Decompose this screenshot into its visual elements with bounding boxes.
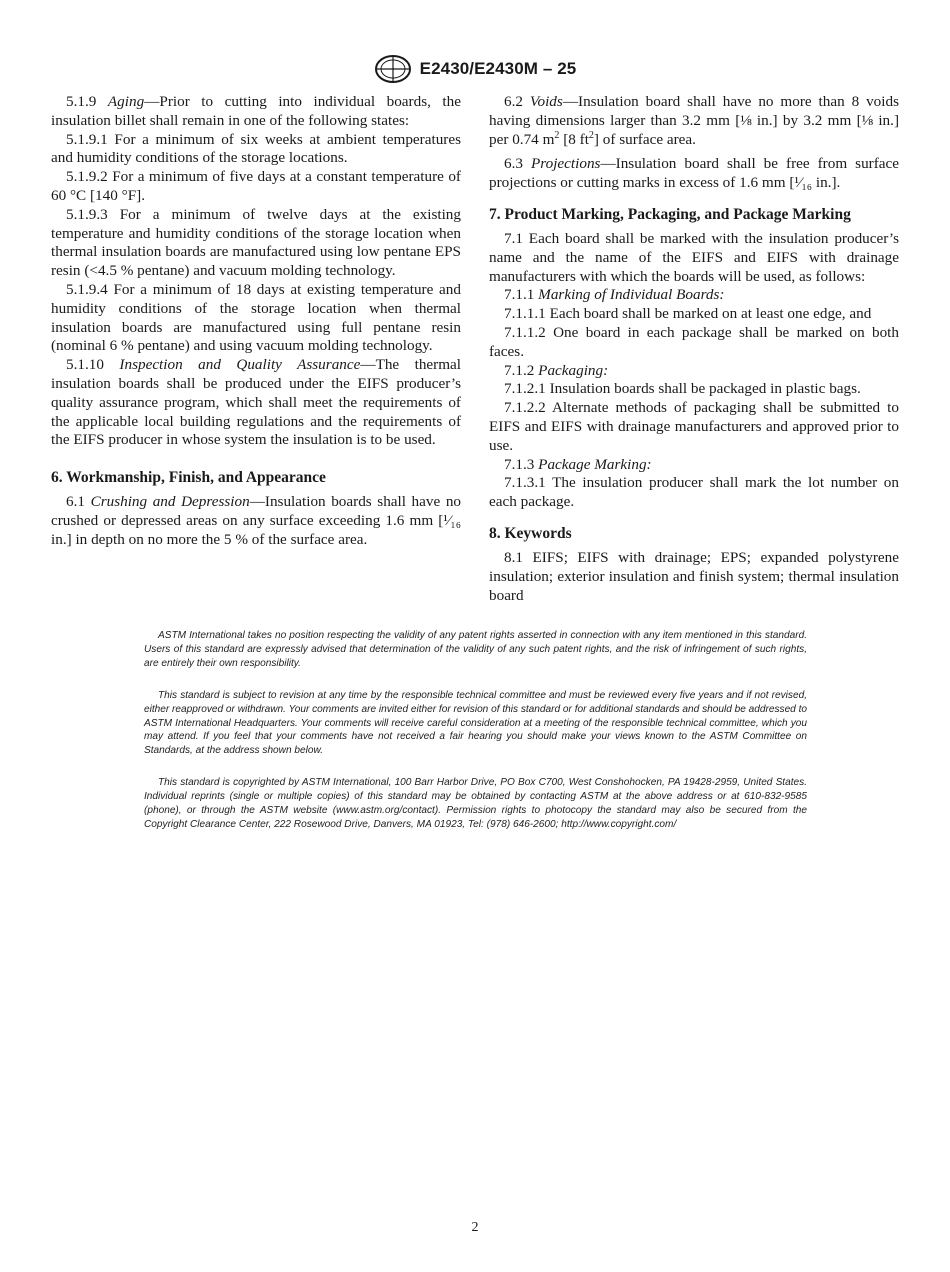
page-header xyxy=(0,54,950,84)
paragraph-7-1-1: 7.1.1 Marking of Individual Boards: xyxy=(504,286,725,304)
paragraph-8-1: 8.1 EIFS; EIFS with drainage; EPS; expanded polystyrene insulation; exterior insulation and finish system; thermal insulation board xyxy=(489,548,899,604)
section-heading-8: 8. Keywords xyxy=(489,524,572,542)
paragraph-7-1-2: 7.1.2 Packaging: xyxy=(504,361,609,379)
paragraph-7-1-1-2: 7.1.1.2 One board in each package shall be marked on both faces. xyxy=(489,323,899,360)
astm-logo-icon xyxy=(374,54,412,84)
left-column xyxy=(51,93,461,550)
paragraph-7-1-2-2: 7.1.2.2 Alternate methods of packaging shall be submitted to EIFS and EIFS with drainage manufacturers and approved prior to use. xyxy=(489,399,899,454)
paragraph-5-1-9: 5.1.9 Aging—Prior to cutting into individual boards, the insulation billet shall remain in one of the following states: xyxy=(51,93,461,129)
paragraph-6-2: 6.2 Voids—Insulation board shall have no more than 8 voids having dimensions larger than 3.2 mm [⅛ in.] by 3.2 mm [⅛ in.] per 0.74 $m^2$ [8 $ft^2$] of surface area. xyxy=(489,93,900,148)
paragraph-5-1-9-2: 5.1.9.2 For a minimum of five days at a constant temperature of 60 °C [140 °F]. xyxy=(51,168,461,204)
legal-notices xyxy=(144,629,807,850)
right-column xyxy=(489,93,899,605)
paragraph-6-1: 6.1 Crushing and Depression—Insulation boards shall have no crushed or depressed areas on any surface exceeding 1.6 mm [¹⁄₁₆ in.] in depth on no more the 5 % of the surface area. xyxy=(51,493,462,548)
standard-designation: E2430/E2430M – 25 xyxy=(419,59,577,78)
paragraph-6-3: 6.3 Projections—Insulation board shall be free from surface projections or cutting marks in excess of 1.6 mm [¹⁄₁₆ in.]. xyxy=(489,155,899,192)
paragraph-5-1-9-3: 5.1.9.3 For a minimum of twelve days at the existing temperature and humidity conditions of the storage location when thermal insulation boards are manufactured using low pentane EPS resin (<4.5 % pentane) and vacuum molding technology. xyxy=(51,205,461,280)
paragraph-7-1-1-1: 7.1.1.1 Each board shall be marked on at least one edge, and xyxy=(504,305,872,323)
paragraph-7-1-3: 7.1.3 Package Marking: xyxy=(504,455,652,473)
paragraph-7-1-2-1: 7.1.2.1 Insulation boards shall be packaged in plastic bags. xyxy=(504,380,861,398)
patent-notice: ASTM International takes no position respecting the validity of any patent rights asserted in connection with any item mentioned in this standard. Users of this standard are expressly advised that determination of the validity of any such patent rights, and the risk of infringement of such rights, are entirely their own responsibility. xyxy=(144,630,807,669)
paragraph-5-1-9-1: 5.1.9.1 For a minimum of six weeks at ambient temperatures and humidity conditions of the storage locations. xyxy=(51,130,461,167)
paragraph-5-1-9-4: 5.1.9.4 For a minimum of 18 days at existing temperature and humidity conditions of the storage location when thermal insulation boards are manufactured using full pentane resin (nominal 6 % pentane) and using vacuum molding technology. xyxy=(51,280,461,355)
paragraph-5-1-10: 5.1.10 Inspection and Quality Assurance—The thermal insulation boards shall be produced under the EIFS producer’s quality assurance program, which shall meet the requirements of the applicable local building regulations and the requirements of the EIFS producer in whose system the insulation is to be used. xyxy=(51,356,462,449)
paragraph-7-1: 7.1 Each board shall be marked with the insulation producer’s name and the name of the EIFS and EIFS with drainage manufacturers with which the boards will be used, as follows: xyxy=(489,229,899,285)
paragraph-7-1-3-1: 7.1.3.1 The insulation producer shall mark the lot number on each package. xyxy=(489,474,899,511)
copyright-notice: This standard is copyrighted by ASTM International, 100 Barr Harbor Drive, PO Box C700, West Conshohocken, PA 19428-2959, United States. Individual reprints (single or multiple copies) of this standard may be obtained by contacting ASTM at the above address or at 610-832-9585 (phone), or through the ASTM website (www.astm.org/contact). Permission rights to photocopy the standard may also be secured from the Copyright Clearance Center, 222 Rosewood Drive, Danvers, MA 01923, Tel: (978) 646-2600; http://www.copyright.com/ xyxy=(144,777,807,830)
revision-notice: This standard is subject to revision at any time by the responsible technical committee and must be reviewed every five years and if not revised, either reapproved or withdrawn. Your comments are invited either for revision of this standard or for additional standards and should be addressed to ASTM International Headquarters. Your comments will receive careful consideration at a meeting of the responsible technical committee, which you may attend. If you feel that your comments have not received a fair hearing you should make your views known to the ASTM Committee on Standards, at the address shown below. xyxy=(144,689,808,757)
section-heading-6: 6. Workmanship, Finish, and Appearance xyxy=(51,469,326,487)
page-number: 2 xyxy=(471,1220,479,1235)
section-heading-7: 7. Product Marking, Packaging, and Package Marking xyxy=(489,205,851,223)
